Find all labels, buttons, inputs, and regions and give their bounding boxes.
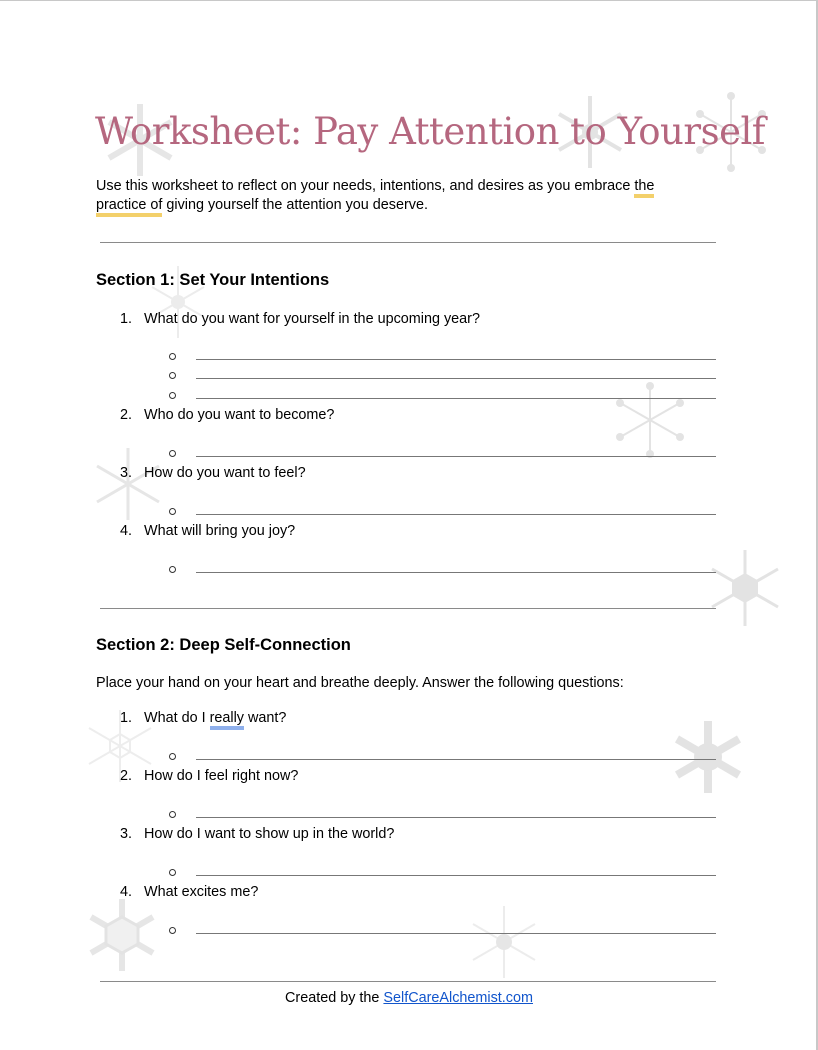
question-item — [120, 523, 295, 539]
bullet-icon — [169, 811, 176, 818]
answer-line[interactable] — [196, 759, 716, 760]
question-text: What do you want for yourself in the upcoming year? — [144, 311, 480, 327]
question-text: What do I — [144, 710, 210, 726]
snowflake-icon — [706, 546, 784, 630]
snowflake-icon — [466, 902, 542, 982]
footer-link[interactable]: SelfCareAlchemist.com — [383, 990, 533, 1006]
question-text: want? — [243, 710, 287, 726]
answer-line[interactable] — [196, 456, 716, 457]
question-number: 1. — [120, 311, 133, 327]
snowflake-icon — [90, 444, 166, 524]
snowflake-icon — [84, 894, 160, 976]
bullet-icon — [169, 353, 176, 360]
section-2-instruction: Place your hand on your heart and breathe deeply. Answer the following questions: — [96, 675, 624, 691]
answer-line[interactable] — [196, 378, 716, 379]
question-item — [120, 710, 286, 726]
answer-line[interactable] — [196, 514, 716, 515]
bullet-icon — [169, 869, 176, 876]
bullet-icon — [169, 372, 176, 379]
divider — [100, 608, 716, 609]
bullet-icon — [169, 927, 176, 934]
question-item — [120, 311, 480, 327]
bullet-icon — [169, 508, 176, 515]
question-number: 2. — [120, 407, 133, 423]
bullet-icon — [169, 566, 176, 573]
footer-text: Created by the — [285, 990, 384, 1006]
question-text: How do I feel right now? — [144, 768, 299, 784]
comment-highlight[interactable]: the — [634, 178, 654, 198]
question-text: Who do you want to become? — [144, 407, 335, 423]
question-item — [120, 768, 298, 784]
question-number: 1. — [120, 710, 133, 726]
bullet-icon — [169, 753, 176, 760]
answer-line[interactable] — [196, 572, 716, 573]
section-2-heading: Section 2: Deep Self-Connection — [96, 636, 351, 654]
intro-paragraph — [96, 177, 696, 215]
question-item — [120, 826, 394, 842]
question-item — [120, 884, 258, 900]
answer-line[interactable] — [196, 359, 716, 360]
question-number: 4. — [120, 884, 133, 900]
intro-text: Use this worksheet to reflect on your needs, intentions, and desires as you embrace — [96, 178, 635, 194]
question-text: What excites me? — [144, 884, 259, 900]
snowflake-icon — [668, 716, 748, 798]
answer-line[interactable] — [196, 817, 716, 818]
question-text: How do you want to feel? — [144, 465, 306, 481]
answer-line[interactable] — [196, 398, 716, 399]
question-text: How do I want to show up in the world? — [144, 826, 395, 842]
question-number: 2. — [120, 768, 133, 784]
snowflake-icon — [612, 380, 688, 460]
question-text: What will bring you joy? — [144, 523, 296, 539]
question-item — [120, 465, 306, 481]
page-border-top — [0, 0, 818, 1]
answer-line[interactable] — [196, 933, 716, 934]
bullet-icon — [169, 450, 176, 457]
question-number: 3. — [120, 465, 133, 481]
divider — [100, 981, 716, 982]
comment-highlight[interactable]: really — [210, 710, 244, 730]
question-number: 4. — [120, 523, 133, 539]
bullet-icon — [169, 392, 176, 399]
footer — [0, 990, 818, 1006]
page-title: Worksheet: Pay Attention to Yourself — [95, 110, 765, 153]
answer-line[interactable] — [196, 875, 716, 876]
question-number: 3. — [120, 826, 133, 842]
section-1-heading: Section 1: Set Your Intentions — [96, 271, 330, 289]
divider — [100, 242, 716, 243]
comment-highlight[interactable]: practice of — [96, 197, 162, 217]
question-item — [120, 407, 334, 423]
intro-text: giving yourself the attention you deserve. — [162, 197, 428, 213]
